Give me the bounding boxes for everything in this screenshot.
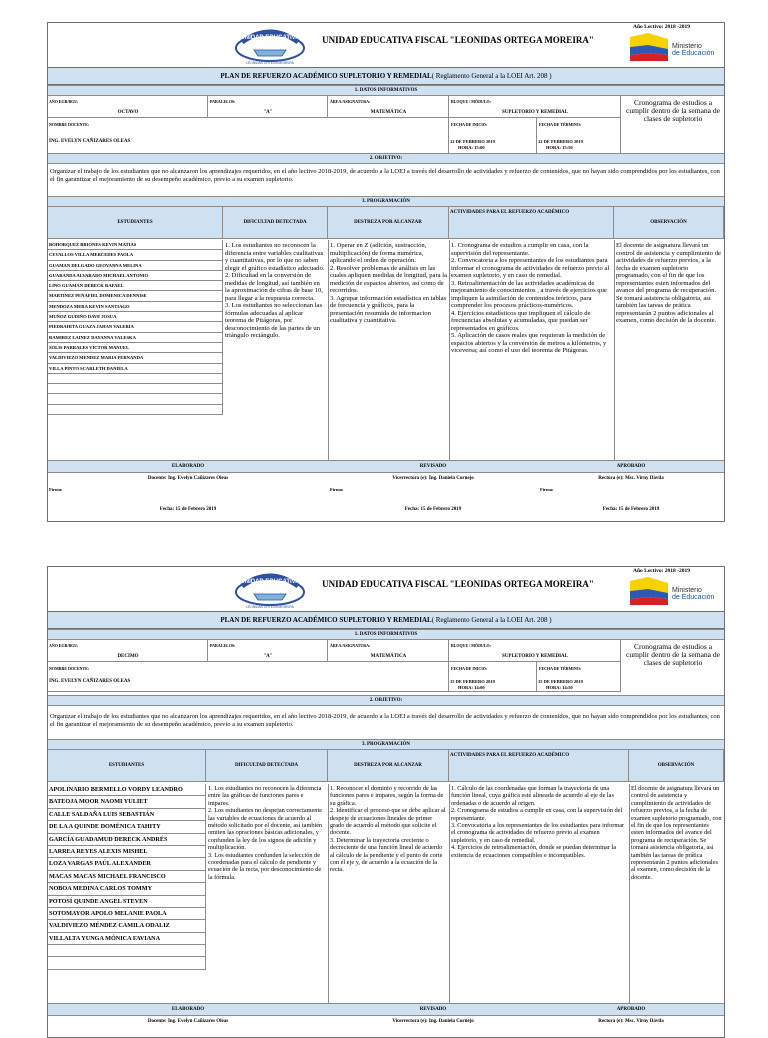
col-actividades: ACTIVIDADES PARA EL REFUERZO ACADÉMICO [449, 750, 629, 782]
logo-text: UNIDAD EDUCATIVA [240, 579, 300, 585]
docente-value: ING. EVELYN CAÑIZARES OLEAS [49, 679, 131, 684]
termino-label: FECHA DE TÉRMINO: [539, 122, 582, 127]
actividad-item: 2. Cronograma de estudios a cumplir en casa, con la supervisión del representante. [451, 807, 623, 822]
termino-hora: HORA: 14:50 [546, 685, 573, 690]
plan-title [48, 68, 724, 85]
student-row [48, 384, 222, 394]
actividad-item: 1. Cronograma de estudios a cumplir en casa, con la supervisión del representante. [451, 242, 589, 257]
revisado-label: REVISADO [419, 464, 447, 469]
student-row: SOLIS PARRALES VICTOR MANUEL [48, 343, 222, 353]
objetivo-text: Organizar el trabajo de los estudiantes que no alcanzaron los aprendizajes requeridos, en el año lectivo 2018-2019, de acuerdo a la LOEI a través del desarrollo de actividades y refuerzo de contenidos, que no hayan sido comprendidos por los estudiantes, con el fin garantizar el mejoramiento de su desempeño académico, previo a su examen supletorio. [50, 168, 720, 183]
firma-vicerrectora: Firma: [330, 487, 344, 492]
destreza-item: 1. Reconocer el dominio y recorrido de las funciones pares e impares, según la forma de su gráfica. [330, 785, 444, 807]
student-row: GUAMAN DELGADO GEOVANNA MELINA [48, 261, 222, 271]
paralelos-label: PARALELOS: [210, 643, 236, 648]
elaborado-label: ELABORADO [171, 464, 205, 469]
vicerrectora-signature: Vicerrectora (e): Ing. Daniela Cornejo [392, 476, 474, 481]
ministry-line1: Ministerio [672, 43, 702, 50]
sheet-header [48, 567, 724, 612]
inicio-value: 12 DE FEBRERO 2019 [450, 139, 495, 144]
inicio-hora: HORA: 15:00 [458, 145, 485, 150]
termino-hora: HORA: 15:50 [546, 145, 573, 150]
fecha-vicerrectora: Fecha: 15 de Febrero 2019 [404, 507, 462, 512]
student-row: MUÑOZ GUDIÑO DAVE JOSUA [48, 312, 222, 322]
sheet-header [48, 23, 724, 68]
school-year: Año Lectivo: 2018 -2019 [633, 24, 690, 30]
fecha-docente: Fecha: 15 de Febrero 2019 [159, 507, 217, 512]
section-datos: 1. DATOS INFORMATIVOS [48, 85, 724, 96]
plan-title-text: PLAN DE REFUERZO ACADÉMICO SUPLETORIO Y REMEDIAL [220, 616, 432, 624]
student-row: CALLE SALDAÑA LUIS SEBASTIÁN [48, 809, 205, 821]
plan-regulation: ( Reglamento General a la LOEI Art. 208 ) [431, 616, 552, 624]
student-row: DE LA A QUINDE DOMÉNICA TAHITY [48, 821, 205, 833]
objetivo-text: Organizar el trabajo de los estudiantes que no alcanzaron los aprendizajes requeridos, en el año lectivo 2018-2019, de acuerdo a la LOEI a través del desarrollo de actividades y refuerzo de contenidos, que no hayan sido comprendidos por los estudiantes, con el fin garantizar el mejoramiento de su desempeño académico, previo a su examen supletorio. [50, 713, 720, 728]
ministry-logo-text [672, 587, 714, 601]
destreza-item: 2. Resolver problemas de análisis en las cuales apliquen medidas de longitud, para la medición de espacios abiertos, así como de recorridos. [330, 264, 447, 294]
bloque-label: BLOQUE / MÓDULO: [451, 99, 492, 104]
dificultad-text [208, 785, 326, 1003]
student-row: MARTINEZ PEÑAFIEL DOMENICA DENNISE [48, 291, 222, 301]
firma-docente: Firma: [49, 487, 63, 492]
actividad-item: 4. Ejercicios de retroalimentación, donde se puedan determinar la exitencia de ecuaciones compatibles e incompatibles. [451, 844, 617, 859]
observacion-text: El docente de asignatura llevará un control de asistencia y cumplimiento de actividades de refuerzo previos, a la fecha de examen supletorio programado, con el fin de que los representantes esten informados del avance del programa de recuperación. Se tomará asistencia obligatoria, así también las tareas de prática representarán 2 puntos adicionales al examen, como decisión de la docente. [631, 785, 722, 881]
student-row [48, 405, 222, 415]
school-logo [228, 26, 312, 66]
student-row: VALDIVIEZO MENDEZ MARIA FERNANDA [48, 353, 222, 363]
student-row: BOHORQUEZ BRIONES KEVIN MATIAS [48, 240, 222, 250]
student-row: VALDIVIEZO MÉNDEZ CAMILA ODALIZ [48, 920, 205, 932]
docente-cell [48, 662, 449, 692]
student-row: APOLINARIO BERMELLO VORDY LEANDRO [48, 784, 205, 796]
student-row: MENDOZA MERA KEVIN SANTIAGO [48, 302, 222, 312]
section-datos: 1. DATOS INFORMATIVOS [48, 629, 724, 640]
students-list [48, 240, 223, 415]
destreza-text [330, 785, 447, 1003]
col-destreza: DESTREZA POR ALCANZAR [328, 750, 449, 782]
plan-regulation: ( Reglamento General a la LOEI Art. 208 ) [431, 72, 552, 80]
anio-label: AÑO EGB/BGU: [49, 643, 79, 648]
termino-value: 12 DE FEBRERO 2019 [538, 139, 583, 144]
ministry-logo-text [672, 43, 714, 57]
plan-sheet-decimo [47, 566, 725, 1038]
docente-value: ING. EVELYN CAÑIZARES OLEAS [49, 139, 131, 144]
student-row: GUARANDA ALVARADO MICHAEL ANTONIO [48, 271, 222, 281]
dificultad-item: 2. Los estudiantes no despejan correctamente las variables de ecuaciones de acuerdo al método solicitado por el docente, así también omiten las opraciones básicas adicionales, y confunden la ley de los signos de adición y multiplicación. [208, 807, 323, 852]
dificultad-item: 2. Dificultad en la conversión de medidas de longitud, así también en la aproximación de cifras de base 10, para llegar a la respuesta correcta. [225, 272, 323, 302]
docente-signature: Docente: Ing. Evelyn Cañizares Oleas [147, 1019, 229, 1024]
docente-label: NOMBRE DOCENTE: [49, 122, 90, 127]
school-name: UNIDAD EDUCATIVA FISCAL "LEONIDAS ORTEGA MOREIRA" [322, 35, 594, 45]
students-list [48, 784, 206, 970]
student-row: GARCÍA GUADAMUD DERECK ANDRÉS [48, 834, 205, 846]
rectora-signature: Rectora (e): Msc. Virny Dávila [598, 1019, 664, 1024]
docente-cell [48, 118, 449, 157]
plan-title [48, 612, 724, 629]
section-programacion: 3. PROGRAMACIÓN [48, 196, 724, 207]
student-row: RAMIREZ LAINEZ DAYANNA VALESKA [48, 333, 222, 343]
plan-title-text: PLAN DE REFUERZO ACADÉMICO SUPLETORIO Y REMEDIAL [220, 72, 432, 80]
actividad-item: 2. Convocatoria a los representantes de los estudiantes para informar el cronograma de actividades de refuerzo previo al examen supletorio, y en caso de remedial. [451, 257, 610, 279]
signature-band [48, 460, 724, 473]
anio-value: DECIMO [117, 654, 139, 659]
inicio-label: FECHA DE INICIO: [451, 122, 488, 127]
student-row [48, 374, 222, 384]
student-row: BATEOJA MOOR NAOMI YULIET [48, 796, 205, 808]
inicio-label: FECHA DE INICIO: [451, 666, 488, 671]
cronograma-note: Cronograma de estudios a cumplir dentro de la semana de clases de supletorio [626, 98, 720, 123]
termino-value: 15 DE FEBRERO 2019 [538, 679, 583, 684]
ministry-line2: de Educación [672, 50, 715, 57]
school-name: UNIDAD EDUCATIVA FISCAL "LEONIDAS ORTEGA MOREIRA" [322, 579, 594, 589]
paralelo-value: "A" [263, 110, 273, 115]
rectora-signature: Rectora (e): Msc. Virny Dávila [598, 476, 664, 481]
anio-value: OCTAVO [117, 110, 139, 115]
school-logo [228, 570, 312, 610]
student-row [48, 394, 222, 404]
col-observacion: OBSERVACIÓN [629, 750, 724, 782]
termino-label: FECHA DE TÉRMINO: [539, 666, 582, 671]
area-value: MATEMÁTICA [370, 110, 407, 115]
plan-sheet-octavo [47, 22, 725, 522]
logo-text: UNIDAD EDUCATIVA [240, 35, 300, 41]
dificultad-item: 1. Los estudiantes no reconocen la diferencia entre las gráficas de funciones pares e impares. [208, 785, 322, 807]
actividad-item: 1. Cálculo de las coordenadas que forman la trayectoria de una función lineal, cuya gráfica esté alineada de acuerdo al eje de las ordenadas o de acuerdo al origen. [451, 785, 614, 807]
student-row [48, 945, 205, 957]
destreza-item: 3. Agrupar información estadística en tablas de frecuencia y gráficos, para la presentación resumida de informacion cualitativa y cuantitativa. [330, 294, 447, 324]
inicio-value: 15 DE FEBRERO 2019 [450, 679, 495, 684]
bloque-label: BLOQUE / MÓDULO: [451, 643, 492, 648]
docente-label: NOMBRE DOCENTE: [49, 666, 90, 671]
student-row: SOTOMAYOR APOLO MELANIE PAOLA [48, 908, 205, 920]
area-label: ÁREA/ASIGNATURA: [330, 643, 371, 648]
destreza-text [330, 242, 447, 462]
bloque-value: SUPLETORIO Y REMEDIAL [502, 654, 568, 659]
col-students: ESTUDIANTES [48, 207, 223, 239]
student-row: LOZA VARGAS PAÚL ALEXANDER [48, 858, 205, 870]
col-dificultad: DIFICULTAD DETECTADA [206, 750, 328, 782]
dificultad-item: 1. Los estudiantes no reconocen la diferencia entre variables cualitativas y cuantitativas, por lo que no saben elegir el gráfico estadístico adecuado. [225, 242, 325, 272]
ministry-line1: Ministerio [672, 587, 702, 594]
student-row [48, 957, 205, 969]
revisado-label: REVISADO [419, 1007, 447, 1012]
signature-band [48, 1003, 724, 1016]
dificultad-item: 3. Los estudiantes no seleccionan las fórmulas adecuadas al aplicar teorema de Pitágoras, por desconocimiento de las partes de un triángulo rectángulo. [225, 302, 323, 339]
dificultad-item: 3. Los estudiantes confunden la selección de coordenadas para el cálculo de pendiente y ecuación de la recta, por desconocimiento de la fórmula. [208, 851, 322, 881]
student-row: MACAS MACAS MICHAEL FRANCISCO [48, 871, 205, 883]
col-observacion: OBSERVACIÓN [614, 207, 724, 239]
vicerrectora-signature: Vicerrectora (e): Ing. Daniela Cornejo [392, 1019, 474, 1024]
observacion-text: El docente de asignatura llevará un control de asistencia y cumplimiento de actividades de refuerzo previos, a la fecha de examen supletorio programado, con el fin de que los representantes esten informados del avance del programa de recuperación. Se tomará asistencia obligatoria, así también las tareas de prática representarán 2 puntos adicionales al examen, como decisión de la docente. [616, 242, 721, 324]
docente-signature: Docente: Ing. Evelyn Cañizares Oleas [147, 476, 229, 481]
school-year: Año Lectivo: 2018 -2019 [633, 568, 690, 574]
fecha-rectora: Fecha: 15 de Febrero 2019 [602, 507, 660, 512]
ministry-flag-icon [628, 31, 670, 63]
dificultad-text [225, 242, 326, 462]
col-destreza: DESTREZA POR ALCANZAR [328, 207, 449, 239]
student-row: VILLALTA YUNGA MÓNICA FAVIANA [48, 933, 205, 945]
logo-sub: LEONIDAS ORTEGA MOREIRA [246, 605, 294, 609]
actividad-item: 5. Aplicación de casos reales que requieran la medición de espacios abiertos y la conversión de metros a kilómetros, y viceversa; así como el uso del teorema de Pitágoras. [451, 332, 607, 354]
student-row: PIEDRAHITA GUAZA JAHAN VALERIA [48, 322, 222, 332]
area-value: MATEMÁTICA [370, 654, 407, 659]
aprobado-label: APROBADO [616, 1007, 646, 1012]
student-row: LARREA REYES ALEXIS MISHEL [48, 846, 205, 858]
elaborado-label: ELABORADO [171, 1007, 205, 1012]
paralelo-value: "A" [263, 654, 273, 659]
logo-sub: LEONIDAS ORTEGA MOREIRA [246, 61, 294, 65]
actividad-item: 4. Ejercicios estadísticos que impliquen el cálculo de frecuencias absolutas y acumuladas, que puedan ser representados en gráficos. [451, 309, 591, 332]
student-row: LINO GUAMAN DERECK RAFAEL [48, 281, 222, 291]
ministry-flag-icon [628, 575, 670, 607]
paralelos-label: PARALELOS: [210, 99, 236, 104]
section-programacion: 3. PROGRAMACIÓN [48, 739, 724, 750]
col-actividades: ACTIVIDADES PARA EL REFUERZO ACADÉMICO [449, 207, 614, 239]
area-label: ÁREA/ASIGNATURA: [330, 99, 371, 104]
bloque-value: SUPLETORIO Y REMEDIAL [502, 110, 568, 115]
destreza-item: 2. Identificar el proceso que se debe aplicar al despeje de ecuaciones lineales de primer grado de acuerdo al método que solicite el docente. [330, 807, 446, 837]
destreza-item: 3. Determinar la trayectoria creciente o decreciente de una función lineal de acuerdo al cálculo de la pendiente y el punto de corte con el eje y, de acuerdo a la ecuación de la recta. [330, 836, 443, 874]
actividades-text [451, 242, 612, 462]
anio-label: AÑO EGB/BGU: [49, 99, 79, 104]
col-dificultad: DIFICULTAD DETECTADA [223, 207, 328, 239]
aprobado-label: APROBADO [616, 464, 646, 469]
actividad-item: 3. Convocatoria a los representantes de los estudiantes para informar el cronograma de actividades de refuerzo previo al examen supletorio, y en caso de remedial. [451, 822, 625, 844]
cronograma-note: Cronograma de estudios a cumplir dentro de la semana de clases de supletorio [626, 642, 720, 667]
section-objetivo: 2. OBJETIVO: [48, 153, 724, 164]
student-row: NOBOA MEDINA CARLOS TOMMY [48, 883, 205, 895]
ministry-line2: de Educación [672, 594, 715, 601]
student-row: POTOSÍ QUINDE ANGEL STEVEN [48, 896, 205, 908]
destreza-item: 1. Operar en Z (adición, sustracción, multiplicación) de forma numérica, aplicando el orden de operación. [330, 242, 427, 264]
student-row: VILLA PINTO SCARLETH DANIELA [48, 364, 222, 374]
student-row: CEVALLOS VILLA MERCEDES PAOLA [48, 250, 222, 260]
inicio-hora: HORA: 14:00 [458, 685, 485, 690]
section-objetivo: 2. OBJETIVO: [48, 695, 724, 706]
actividad-item: 3. Retroalimentación de las actividades académicas de mejoramiento de conocimientos , a través de ejercicios que impliquen la asimilación de contenidos teóricos, para comprender los procesos prácticos-numéricos. [451, 279, 607, 309]
actividades-text [451, 785, 627, 1003]
firma-rectora: Firma: [540, 487, 554, 492]
col-students: ESTUDIANTES [48, 750, 206, 782]
